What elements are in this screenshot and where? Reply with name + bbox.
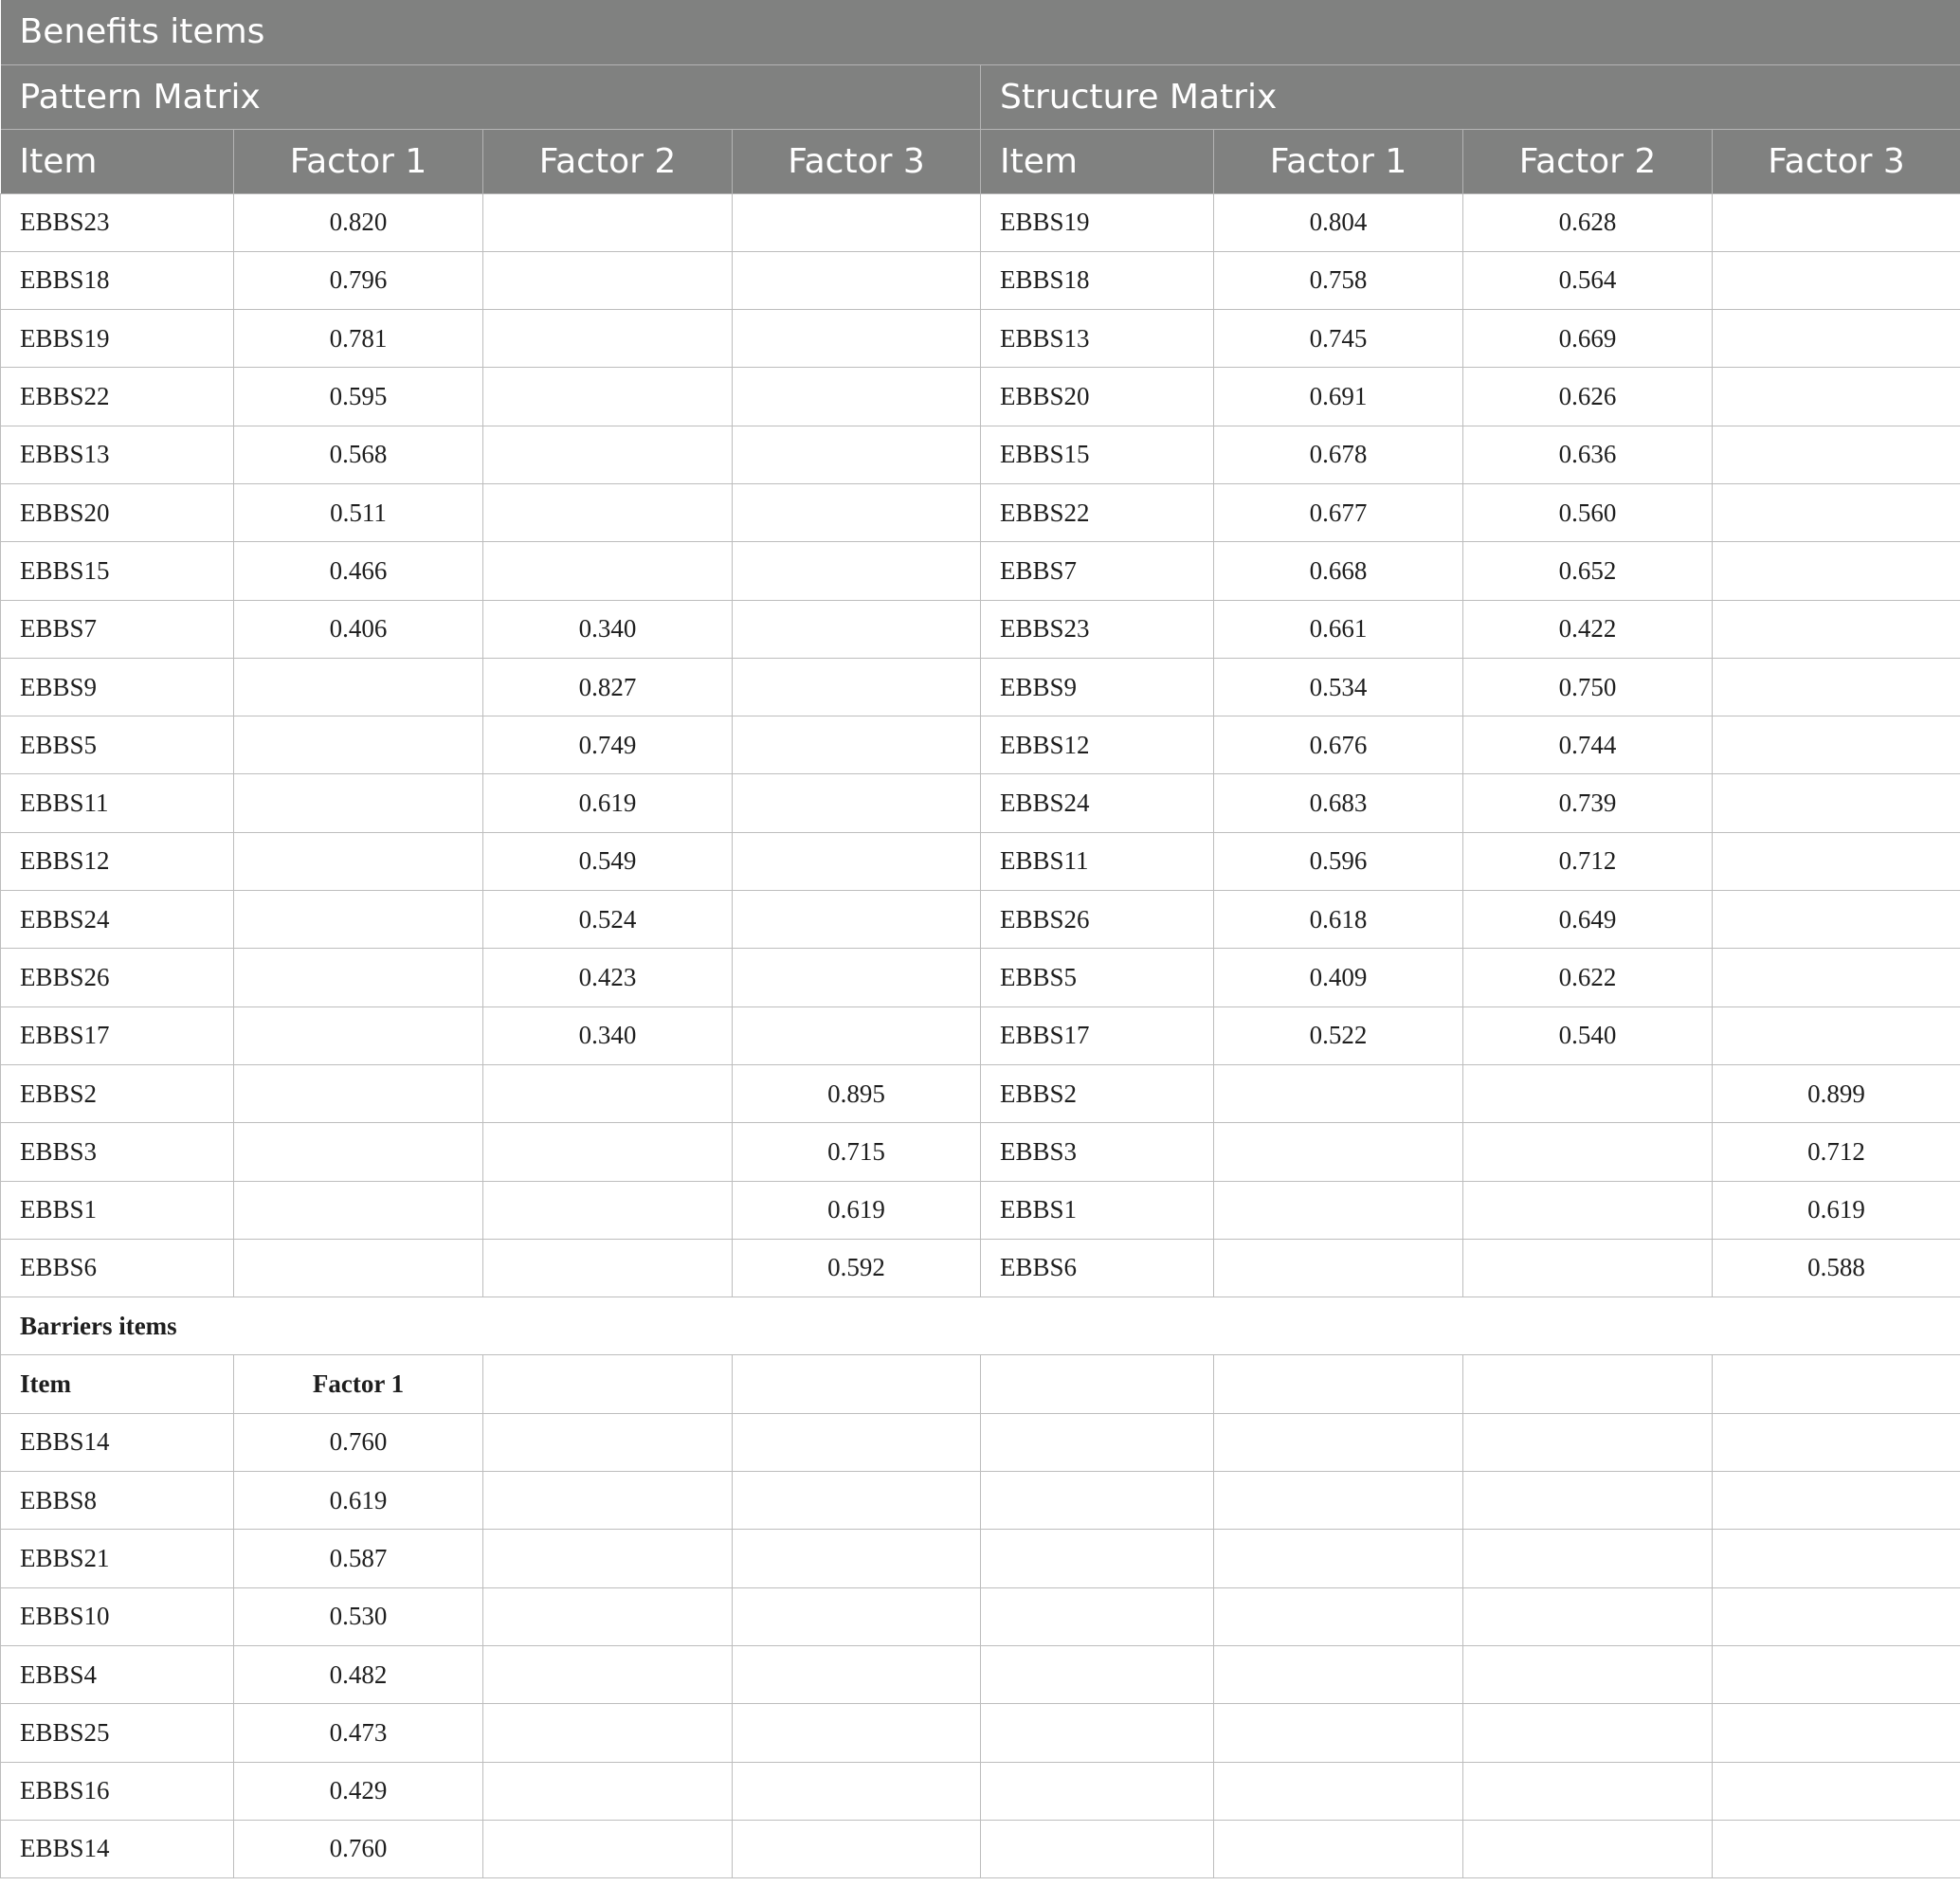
pattern-item-cell: EBBS13 bbox=[1, 426, 234, 483]
pattern-item-cell: EBBS5 bbox=[1, 716, 234, 774]
structure-item-cell: EBBS12 bbox=[981, 716, 1214, 774]
pattern-factor3-cell bbox=[733, 716, 981, 774]
pattern-factor1-cell bbox=[234, 832, 483, 890]
barriers-title-row bbox=[1, 1297, 1960, 1355]
structure-item-cell: EBBS11 bbox=[981, 832, 1214, 890]
structure-factor3-cell: 0.899 bbox=[1713, 1064, 1960, 1122]
table-row bbox=[1, 1472, 1960, 1530]
table-row bbox=[1, 1645, 1960, 1703]
pattern-factor3-cell bbox=[733, 426, 981, 483]
pattern-factor3-cell bbox=[733, 832, 981, 890]
pattern-factor3-cell: 0.592 bbox=[733, 1239, 981, 1297]
barriers-factor1-cell: 0.760 bbox=[234, 1413, 483, 1471]
table-row bbox=[1, 251, 1960, 309]
pattern-factor2-cell: 0.619 bbox=[483, 774, 733, 832]
structure-factor2-cell: 0.744 bbox=[1463, 716, 1713, 774]
structure-factor2-cell: 0.739 bbox=[1463, 774, 1713, 832]
pattern-item-cell: EBBS7 bbox=[1, 600, 234, 658]
barriers-header-row bbox=[1, 1355, 1960, 1413]
structure-factor1-cell: 0.678 bbox=[1214, 426, 1463, 483]
empty-cell bbox=[981, 1704, 1214, 1762]
pattern-factor1-cell: 0.796 bbox=[234, 251, 483, 309]
table-row bbox=[1, 1239, 1960, 1297]
structure-item-cell: EBBS1 bbox=[981, 1181, 1214, 1239]
structure-matrix-title: Structure Matrix bbox=[981, 64, 1960, 129]
pattern-factor1-cell bbox=[234, 1181, 483, 1239]
empty-cell bbox=[1214, 1355, 1463, 1413]
pattern-factor1-cell bbox=[234, 891, 483, 949]
structure-factor1-cell: 0.661 bbox=[1214, 600, 1463, 658]
empty-cell bbox=[1463, 1413, 1713, 1471]
pattern-factor3-cell: 0.715 bbox=[733, 1123, 981, 1181]
structure-factor1-cell: 0.668 bbox=[1214, 542, 1463, 600]
structure-factor3-cell: 0.712 bbox=[1713, 1123, 1960, 1181]
structure-item-cell: EBBS13 bbox=[981, 310, 1214, 368]
benefits-title-row bbox=[1, 0, 1960, 64]
pattern-factor1-cell: 0.466 bbox=[234, 542, 483, 600]
empty-cell bbox=[1214, 1587, 1463, 1645]
empty-cell bbox=[483, 1587, 733, 1645]
structure-factor2-cell bbox=[1463, 1239, 1713, 1297]
structure-factor3-cell bbox=[1713, 1006, 1960, 1064]
barriers-item-header: Item bbox=[1, 1355, 234, 1413]
structure-factor3-cell bbox=[1713, 949, 1960, 1006]
structure-factor3-cell bbox=[1713, 891, 1960, 949]
structure-factor3-cell bbox=[1713, 658, 1960, 716]
barriers-factor1-cell: 0.619 bbox=[234, 1472, 483, 1530]
pattern-factor2-cell bbox=[483, 310, 733, 368]
empty-cell bbox=[1713, 1413, 1960, 1471]
empty-cell bbox=[1463, 1355, 1713, 1413]
pattern-item-cell: EBBS11 bbox=[1, 774, 234, 832]
barriers-item-cell: EBBS16 bbox=[1, 1762, 234, 1820]
pattern-factor2-cell bbox=[483, 483, 733, 541]
table-row bbox=[1, 193, 1960, 251]
structure-factor2-cell: 0.652 bbox=[1463, 542, 1713, 600]
pattern-factor1-cell: 0.781 bbox=[234, 310, 483, 368]
structure-item-cell: EBBS9 bbox=[981, 658, 1214, 716]
table-row bbox=[1, 542, 1960, 600]
structure-factor3-cell bbox=[1713, 426, 1960, 483]
empty-cell bbox=[483, 1413, 733, 1471]
empty-cell bbox=[1713, 1645, 1960, 1703]
pattern-factor3-cell bbox=[733, 542, 981, 600]
matrix-title-row bbox=[1, 64, 1960, 129]
empty-cell bbox=[483, 1530, 733, 1587]
structure-item-cell: EBBS19 bbox=[981, 193, 1214, 251]
empty-cell bbox=[1713, 1704, 1960, 1762]
pattern-factor3-cell bbox=[733, 774, 981, 832]
pattern-item-cell: EBBS9 bbox=[1, 658, 234, 716]
structure-factor2-cell: 0.649 bbox=[1463, 891, 1713, 949]
structure-factor1-cell bbox=[1214, 1123, 1463, 1181]
structure-factor2-cell: 0.540 bbox=[1463, 1006, 1713, 1064]
empty-cell bbox=[1713, 1762, 1960, 1820]
pattern-item-cell: EBBS6 bbox=[1, 1239, 234, 1297]
pattern-factor1-cell bbox=[234, 1239, 483, 1297]
structure-factor2-cell: 0.669 bbox=[1463, 310, 1713, 368]
pattern-factor3-cell: 0.619 bbox=[733, 1181, 981, 1239]
pattern-factor3-cell bbox=[733, 600, 981, 658]
structure-factor3-header: Factor 3 bbox=[1713, 129, 1960, 193]
pattern-item-cell: EBBS23 bbox=[1, 193, 234, 251]
structure-factor2-cell: 0.622 bbox=[1463, 949, 1713, 1006]
pattern-item-cell: EBBS2 bbox=[1, 1064, 234, 1122]
empty-cell bbox=[483, 1472, 733, 1530]
empty-cell bbox=[733, 1355, 981, 1413]
structure-factor1-cell: 0.618 bbox=[1214, 891, 1463, 949]
empty-cell bbox=[1463, 1762, 1713, 1820]
structure-factor2-header: Factor 2 bbox=[1463, 129, 1713, 193]
empty-cell bbox=[1713, 1355, 1960, 1413]
structure-factor3-cell: 0.619 bbox=[1713, 1181, 1960, 1239]
pattern-factor2-cell bbox=[483, 1064, 733, 1122]
structure-factor1-cell: 0.758 bbox=[1214, 251, 1463, 309]
pattern-factor2-cell: 0.340 bbox=[483, 600, 733, 658]
structure-factor3-cell bbox=[1713, 368, 1960, 426]
structure-factor1-cell bbox=[1214, 1239, 1463, 1297]
empty-cell bbox=[483, 1820, 733, 1877]
table-row bbox=[1, 1123, 1960, 1181]
pattern-factor3-cell bbox=[733, 891, 981, 949]
pattern-factor3-cell bbox=[733, 251, 981, 309]
empty-cell bbox=[1214, 1762, 1463, 1820]
structure-factor3-cell bbox=[1713, 832, 1960, 890]
structure-factor3-cell bbox=[1713, 310, 1960, 368]
structure-item-cell: EBBS6 bbox=[981, 1239, 1214, 1297]
pattern-item-cell: EBBS18 bbox=[1, 251, 234, 309]
structure-item-cell: EBBS3 bbox=[981, 1123, 1214, 1181]
pattern-factor3-cell bbox=[733, 193, 981, 251]
empty-cell bbox=[981, 1530, 1214, 1587]
structure-factor3-cell bbox=[1713, 600, 1960, 658]
structure-factor2-cell: 0.564 bbox=[1463, 251, 1713, 309]
structure-item-cell: EBBS20 bbox=[981, 368, 1214, 426]
structure-factor3-cell bbox=[1713, 542, 1960, 600]
table-row bbox=[1, 891, 1960, 949]
structure-factor2-cell: 0.628 bbox=[1463, 193, 1713, 251]
pattern-factor1-cell: 0.568 bbox=[234, 426, 483, 483]
structure-factor1-cell: 0.676 bbox=[1214, 716, 1463, 774]
structure-item-cell: EBBS5 bbox=[981, 949, 1214, 1006]
empty-cell bbox=[733, 1472, 981, 1530]
pattern-factor1-cell: 0.511 bbox=[234, 483, 483, 541]
table-row bbox=[1, 716, 1960, 774]
pattern-factor2-cell: 0.423 bbox=[483, 949, 733, 1006]
structure-item-cell: EBBS7 bbox=[981, 542, 1214, 600]
empty-cell bbox=[733, 1645, 981, 1703]
barriers-factor1-cell: 0.482 bbox=[234, 1645, 483, 1703]
pattern-item-cell: EBBS24 bbox=[1, 891, 234, 949]
pattern-factor1-cell bbox=[234, 716, 483, 774]
structure-factor1-cell: 0.745 bbox=[1214, 310, 1463, 368]
barriers-items-title: Barriers items bbox=[1, 1297, 1960, 1355]
empty-cell bbox=[981, 1820, 1214, 1877]
barriers-item-cell: EBBS4 bbox=[1, 1645, 234, 1703]
structure-item-cell: EBBS2 bbox=[981, 1064, 1214, 1122]
empty-cell bbox=[1713, 1530, 1960, 1587]
empty-cell bbox=[981, 1587, 1214, 1645]
empty-cell bbox=[1713, 1472, 1960, 1530]
benefits-items-title: Benefits items bbox=[1, 0, 1960, 64]
pattern-factor1-cell: 0.820 bbox=[234, 193, 483, 251]
empty-cell bbox=[1463, 1530, 1713, 1587]
empty-cell bbox=[1463, 1472, 1713, 1530]
structure-factor3-cell bbox=[1713, 716, 1960, 774]
pattern-factor3-cell bbox=[733, 658, 981, 716]
empty-cell bbox=[981, 1472, 1214, 1530]
table-row bbox=[1, 1704, 1960, 1762]
structure-item-cell: EBBS24 bbox=[981, 774, 1214, 832]
benefits-body bbox=[1, 193, 1960, 1297]
empty-cell bbox=[1214, 1704, 1463, 1762]
pattern-factor3-cell: 0.895 bbox=[733, 1064, 981, 1122]
structure-factor2-cell: 0.560 bbox=[1463, 483, 1713, 541]
empty-cell bbox=[733, 1413, 981, 1471]
barriers-item-cell: EBBS10 bbox=[1, 1587, 234, 1645]
barriers-item-cell: EBBS14 bbox=[1, 1413, 234, 1471]
barriers-factor1-cell: 0.587 bbox=[234, 1530, 483, 1587]
structure-factor2-cell bbox=[1463, 1123, 1713, 1181]
pattern-factor1-cell bbox=[234, 658, 483, 716]
structure-factor2-cell: 0.636 bbox=[1463, 426, 1713, 483]
table-row bbox=[1, 949, 1960, 1006]
empty-cell bbox=[1713, 1820, 1960, 1877]
pattern-item-cell: EBBS3 bbox=[1, 1123, 234, 1181]
empty-cell bbox=[483, 1762, 733, 1820]
empty-cell bbox=[1463, 1820, 1713, 1877]
pattern-item-header: Item bbox=[1, 129, 234, 193]
structure-item-cell: EBBS26 bbox=[981, 891, 1214, 949]
structure-factor1-cell: 0.534 bbox=[1214, 658, 1463, 716]
empty-cell bbox=[1463, 1645, 1713, 1703]
empty-cell bbox=[483, 1355, 733, 1413]
pattern-factor1-header: Factor 1 bbox=[234, 129, 483, 193]
empty-cell bbox=[733, 1704, 981, 1762]
pattern-factor2-cell: 0.827 bbox=[483, 658, 733, 716]
barriers-factor1-cell: 0.760 bbox=[234, 1820, 483, 1877]
structure-factor2-cell bbox=[1463, 1064, 1713, 1122]
pattern-factor2-cell: 0.549 bbox=[483, 832, 733, 890]
structure-factor2-cell bbox=[1463, 1181, 1713, 1239]
empty-cell bbox=[1214, 1413, 1463, 1471]
structure-factor1-cell: 0.596 bbox=[1214, 832, 1463, 890]
structure-factor2-cell: 0.626 bbox=[1463, 368, 1713, 426]
table-row bbox=[1, 1064, 1960, 1122]
structure-item-cell: EBBS17 bbox=[981, 1006, 1214, 1064]
barriers-item-cell: EBBS8 bbox=[1, 1472, 234, 1530]
table-row bbox=[1, 368, 1960, 426]
pattern-item-cell: EBBS22 bbox=[1, 368, 234, 426]
structure-factor1-cell: 0.683 bbox=[1214, 774, 1463, 832]
pattern-item-cell: EBBS19 bbox=[1, 310, 234, 368]
empty-cell bbox=[981, 1413, 1214, 1471]
barriers-factor1-cell: 0.429 bbox=[234, 1762, 483, 1820]
structure-item-cell: EBBS23 bbox=[981, 600, 1214, 658]
structure-factor1-cell: 0.677 bbox=[1214, 483, 1463, 541]
pattern-factor3-cell bbox=[733, 949, 981, 1006]
table-row bbox=[1, 658, 1960, 716]
barriers-factor1-cell: 0.530 bbox=[234, 1587, 483, 1645]
pattern-factor2-cell: 0.524 bbox=[483, 891, 733, 949]
empty-cell bbox=[733, 1587, 981, 1645]
empty-cell bbox=[1713, 1587, 1960, 1645]
pattern-item-cell: EBBS15 bbox=[1, 542, 234, 600]
structure-factor1-cell: 0.409 bbox=[1214, 949, 1463, 1006]
pattern-factor2-cell bbox=[483, 426, 733, 483]
pattern-item-cell: EBBS26 bbox=[1, 949, 234, 1006]
pattern-factor3-header: Factor 3 bbox=[733, 129, 981, 193]
pattern-factor1-cell bbox=[234, 949, 483, 1006]
pattern-factor1-cell bbox=[234, 1123, 483, 1181]
pattern-factor2-cell bbox=[483, 1239, 733, 1297]
pattern-factor1-cell bbox=[234, 1006, 483, 1064]
pattern-factor2-header: Factor 2 bbox=[483, 129, 733, 193]
structure-factor1-cell bbox=[1214, 1064, 1463, 1122]
pattern-factor2-cell bbox=[483, 1181, 733, 1239]
structure-factor3-cell: 0.588 bbox=[1713, 1239, 1960, 1297]
pattern-factor3-cell bbox=[733, 310, 981, 368]
table-row bbox=[1, 1006, 1960, 1064]
pattern-factor3-cell bbox=[733, 1006, 981, 1064]
structure-factor1-cell bbox=[1214, 1181, 1463, 1239]
table-row bbox=[1, 1413, 1960, 1471]
pattern-factor3-cell bbox=[733, 368, 981, 426]
table-row bbox=[1, 832, 1960, 890]
empty-cell bbox=[981, 1762, 1214, 1820]
structure-factor1-header: Factor 1 bbox=[1214, 129, 1463, 193]
empty-cell bbox=[483, 1704, 733, 1762]
table-row bbox=[1, 1530, 1960, 1587]
table-row bbox=[1, 426, 1960, 483]
structure-factor2-cell: 0.750 bbox=[1463, 658, 1713, 716]
empty-cell bbox=[1463, 1704, 1713, 1762]
table-row bbox=[1, 1587, 1960, 1645]
table-row bbox=[1, 600, 1960, 658]
structure-factor3-cell bbox=[1713, 483, 1960, 541]
pattern-factor2-cell bbox=[483, 1123, 733, 1181]
empty-cell bbox=[733, 1820, 981, 1877]
structure-factor2-cell: 0.422 bbox=[1463, 600, 1713, 658]
structure-factor3-cell bbox=[1713, 193, 1960, 251]
structure-item-cell: EBBS18 bbox=[981, 251, 1214, 309]
pattern-factor1-cell: 0.406 bbox=[234, 600, 483, 658]
pattern-factor2-cell: 0.749 bbox=[483, 716, 733, 774]
barriers-factor1-cell: 0.473 bbox=[234, 1704, 483, 1762]
empty-cell bbox=[483, 1645, 733, 1703]
structure-item-cell: EBBS15 bbox=[981, 426, 1214, 483]
empty-cell bbox=[1463, 1587, 1713, 1645]
pattern-item-cell: EBBS12 bbox=[1, 832, 234, 890]
table-row bbox=[1, 310, 1960, 368]
empty-cell bbox=[981, 1645, 1214, 1703]
structure-factor1-cell: 0.804 bbox=[1214, 193, 1463, 251]
barriers-item-cell: EBBS21 bbox=[1, 1530, 234, 1587]
barriers-body bbox=[1, 1297, 1960, 1878]
pattern-factor2-cell bbox=[483, 542, 733, 600]
pattern-matrix-title: Pattern Matrix bbox=[1, 64, 981, 129]
empty-cell bbox=[1214, 1820, 1463, 1877]
barriers-item-cell: EBBS25 bbox=[1, 1704, 234, 1762]
barriers-item-cell: EBBS14 bbox=[1, 1820, 234, 1877]
table-row bbox=[1, 1762, 1960, 1820]
empty-cell bbox=[1214, 1530, 1463, 1587]
structure-factor1-cell: 0.691 bbox=[1214, 368, 1463, 426]
table-row bbox=[1, 1820, 1960, 1877]
pattern-factor3-cell bbox=[733, 483, 981, 541]
table-row bbox=[1, 483, 1960, 541]
structure-factor3-cell bbox=[1713, 251, 1960, 309]
pattern-factor2-cell: 0.340 bbox=[483, 1006, 733, 1064]
pattern-item-cell: EBBS17 bbox=[1, 1006, 234, 1064]
pattern-factor1-cell bbox=[234, 1064, 483, 1122]
structure-item-cell: EBBS22 bbox=[981, 483, 1214, 541]
pattern-factor2-cell bbox=[483, 193, 733, 251]
structure-item-header: Item bbox=[981, 129, 1214, 193]
column-header-row bbox=[1, 129, 1960, 193]
empty-cell bbox=[981, 1355, 1214, 1413]
pattern-factor2-cell bbox=[483, 368, 733, 426]
empty-cell bbox=[1214, 1645, 1463, 1703]
barriers-factor1-header: Factor 1 bbox=[234, 1355, 483, 1413]
pattern-factor1-cell bbox=[234, 774, 483, 832]
empty-cell bbox=[1214, 1472, 1463, 1530]
empty-cell bbox=[733, 1762, 981, 1820]
empty-cell bbox=[733, 1530, 981, 1587]
structure-factor1-cell: 0.522 bbox=[1214, 1006, 1463, 1064]
structure-factor2-cell: 0.712 bbox=[1463, 832, 1713, 890]
pattern-item-cell: EBBS20 bbox=[1, 483, 234, 541]
table-row bbox=[1, 1181, 1960, 1239]
table-row bbox=[1, 774, 1960, 832]
structure-factor3-cell bbox=[1713, 774, 1960, 832]
pattern-factor2-cell bbox=[483, 251, 733, 309]
pattern-item-cell: EBBS1 bbox=[1, 1181, 234, 1239]
pattern-factor1-cell: 0.595 bbox=[234, 368, 483, 426]
